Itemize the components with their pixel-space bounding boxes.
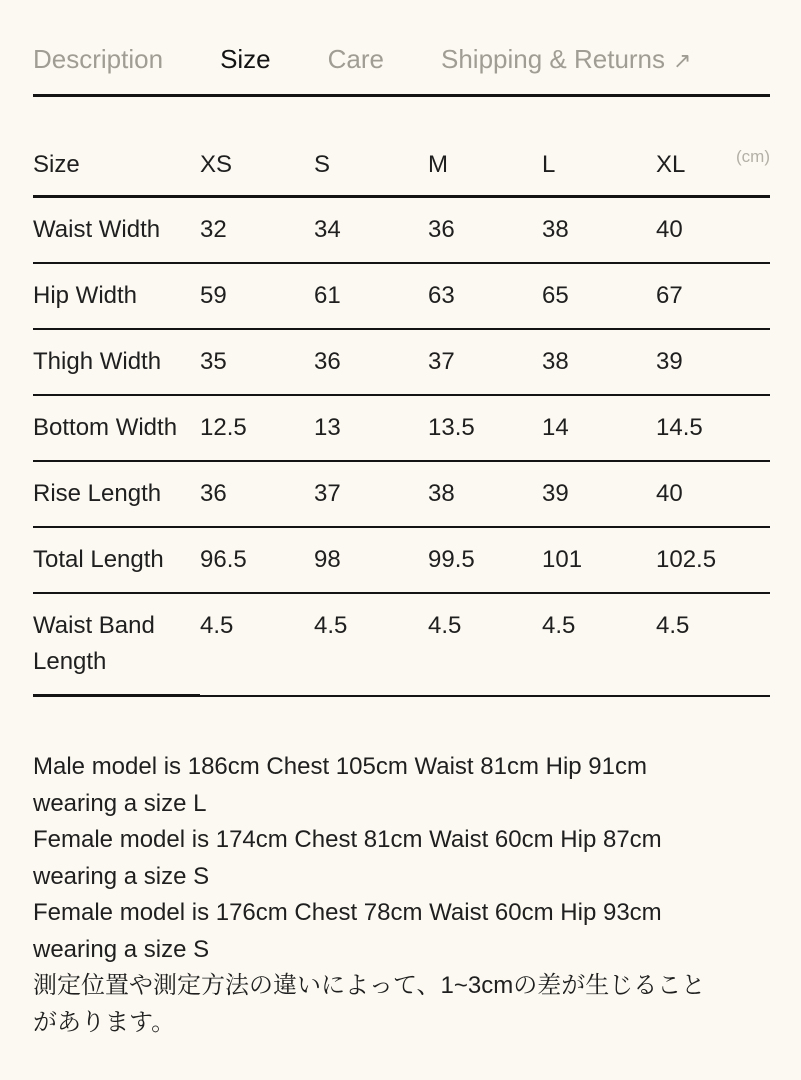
size-chart-table [33, 141, 770, 697]
cell-value: 39 [656, 329, 770, 395]
cell-value: 36 [200, 461, 314, 527]
note-line: wearing a size L [33, 789, 207, 817]
cell-value: 40 [656, 197, 770, 264]
note-line: Female model is 174cm Chest 81cm Waist 60cm Hip 87cm [33, 826, 662, 853]
note-line: wearing a size S [33, 935, 210, 963]
table-row-waist-width [33, 197, 770, 264]
cell-value: 36 [314, 329, 428, 395]
cell-value: 102.5 [656, 527, 770, 593]
measurement-notes [33, 749, 770, 1041]
note-line-jp: があります。 [33, 1008, 176, 1036]
note-line: Male model is 186cm Chest 105cm Waist 81cm Hip 91cm [33, 753, 647, 780]
size-chart-corner-label: Size [33, 141, 200, 197]
cell-value: 40 [656, 461, 770, 527]
size-col-l: L [542, 141, 656, 197]
cell-value: 13 [314, 395, 428, 461]
row-label: Bottom Width [33, 395, 200, 461]
cell-value: 59 [200, 263, 314, 329]
row-label: Total Length [33, 527, 200, 593]
cell-value: 4.5 [542, 593, 656, 696]
cell-value: 38 [428, 461, 542, 527]
row-label: Waist Band Length [33, 593, 200, 696]
table-row-hip-width [33, 263, 770, 329]
size-col-xl [656, 141, 770, 197]
cell-value: 14 [542, 395, 656, 461]
cell-value: 96.5 [200, 527, 314, 593]
size-col-m: M [428, 141, 542, 197]
cell-value: 39 [542, 461, 656, 527]
cell-value: 63 [428, 263, 542, 329]
cell-value: 4.5 [200, 593, 314, 696]
cell-value: 38 [542, 197, 656, 264]
cell-value: 4.5 [428, 593, 542, 696]
cell-value: 65 [542, 263, 656, 329]
note-line-jp: 測定位置や測定方法の違いによって、1~3cmの差が生じること [33, 972, 706, 999]
table-row-thigh-width [33, 329, 770, 395]
cell-value: 67 [656, 263, 770, 329]
note-line: Female model is 176cm Chest 78cm Waist 60cm Hip 93cm [33, 899, 662, 926]
cell-value: 98 [314, 527, 428, 593]
row-label: Waist Width [33, 197, 200, 264]
cell-value: 38 [542, 329, 656, 395]
size-col-xl-label: XL [656, 151, 686, 178]
cell-value: 12.5 [200, 395, 314, 461]
cell-value: 14.5 [656, 395, 770, 461]
cell-value: 36 [428, 197, 542, 264]
row-label: Hip Width [33, 263, 200, 329]
tab-care[interactable]: Care [327, 44, 384, 74]
tab-shipping-returns-label: Shipping & Returns [441, 44, 666, 74]
note-line: wearing a size S [33, 862, 210, 890]
cell-value: 4.5 [314, 593, 428, 696]
table-row-total-length [33, 527, 770, 593]
cell-value: 37 [314, 461, 428, 527]
cell-value: 32 [200, 197, 314, 264]
cell-value: 34 [314, 197, 428, 264]
cell-value: 99.5 [428, 527, 542, 593]
cell-value: 61 [314, 263, 428, 329]
size-chart-header-row [33, 141, 770, 197]
table-row-rise-length [33, 461, 770, 527]
cell-value: 4.5 [656, 593, 770, 696]
unit-label: (cm) [736, 147, 770, 166]
cell-value: 13.5 [428, 395, 542, 461]
size-col-xs: XS [200, 141, 314, 197]
table-row-bottom-width [33, 395, 770, 461]
row-label: Thigh Width [33, 329, 200, 395]
cell-value: 37 [428, 329, 542, 395]
size-col-s: S [314, 141, 428, 197]
tab-bar [33, 0, 770, 97]
tab-size[interactable]: Size [220, 44, 271, 74]
cell-value: 101 [542, 527, 656, 593]
tab-shipping-returns[interactable] [441, 44, 691, 76]
external-link-icon: ↗ [673, 48, 692, 73]
tab-description[interactable]: Description [33, 44, 164, 74]
row-label: Rise Length [33, 461, 200, 527]
cell-value: 35 [200, 329, 314, 395]
table-row-waist-band-length [33, 593, 770, 696]
